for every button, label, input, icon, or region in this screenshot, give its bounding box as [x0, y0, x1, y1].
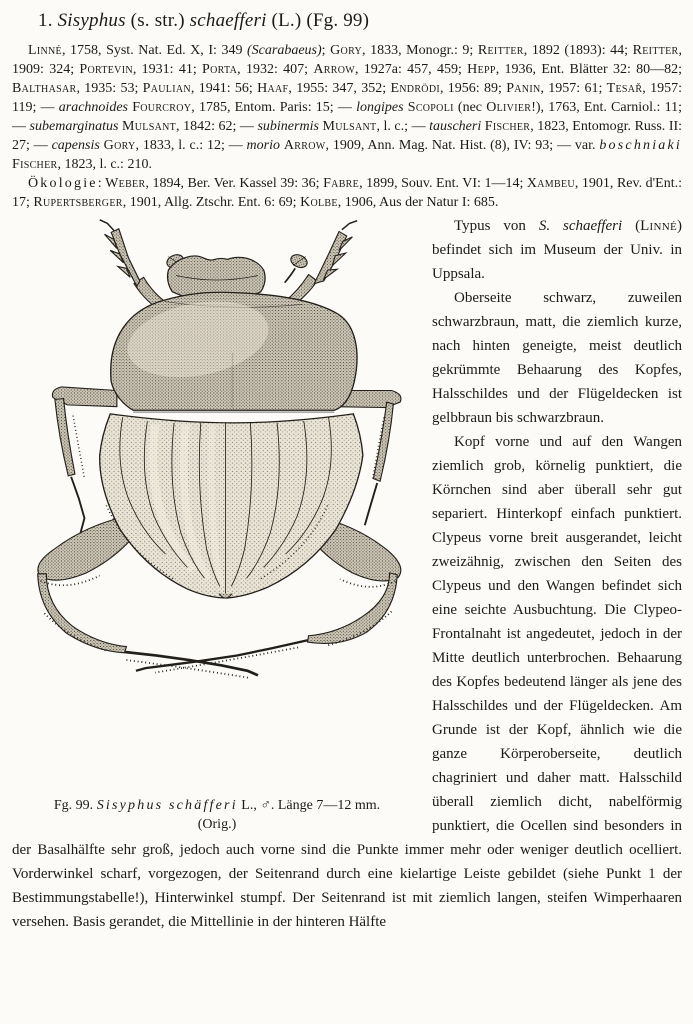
synonymy-paragraph: Linné, 1758, Syst. Nat. Ed. X, I: 349 (Scarabaeus); Gory, 1833, Monogr.: 9; Reitter, 1892 (1893): 44; Reitter, 1909: 324; Portevin, 1931: 41; Porta, 1932: 407; Arrow, 1927a: 457, 459; Hepp, 1936, Ent. Blätter 32: 80—82; Balthasar, 1935: 53; Paulian, 1941: 56; Haaf, 1955: 347, 352; Endrödi, 1956: 89; Panin, 1957: 61; Tesař, 1957: 119; — arachnoides Fourcroy, 1785, Entom. Paris: 15; — longipes Scopoli (nec Olivier!), 1763, Ent. Carniol.: 11; — subemarginatus Mulsant, 1842: 62; — subinermis Mulsant, l. c.; — tauscheri Fischer, 1823, Entomogr. Russ. II: 27; — capensis Gory, 1833, l. c.: 12; — morio Arrow, 1909, Ann. Mag. Nat. Hist. (8), IV: 93; — var. boschniaki Fischer, 1823, l. c.: 210.	[12, 43, 683, 172]
beetle-illustration	[12, 218, 422, 793]
typus-paragraph: Typus von S. schaefferi (Linné) befindet sich im Museum der Univ. in Uppsala.	[432, 218, 682, 282]
figure-caption	[12, 796, 422, 834]
oberseite-paragraph: Oberseite schwarz, zuweilen schwarzbraun, matt, die ziemlich kurze, nach hinten geneigte, meist deutlich gekrümmte Behaarung des Kopfes, Halsschildes und der Flügeldecken ist gelbbraun bis schwarzbraun.	[432, 290, 682, 426]
species-heading: 1. Sisyphus (s. str.) schaefferi (L.) (Fg. 99)	[38, 10, 370, 31]
ecology-paragraph: Ökologie: Weber, 1894, Ber. Ver. Kassel 39: 36; Fabre, 1899, Souv. Ent. VI: 1—14; Xambeu, 1901, Rev. d'Ent.: 17; Rupertsberger, 1901, Allg. Ztschr. Ent. 6: 69; Kolbe, 1906, Aus der Natur I: 685.	[12, 176, 682, 210]
kopf-paragraph: Kopf vorne und auf den Wangen ziemlich grob, körnelig punktiert, die Körnchen sind aber überall sehr gut separiert. Hinterkopf einfach punktiert. Clypeus vorne breit ausgerandet, leicht zweizähnig, zwischen den Seiten des Clypeus und den Wangen befindet sich eine seichte Ausbuchtung. Die Clypeo-Frontalnaht ist angedeutet, jedoch in der Mitte deutlich unterbrochen. Behaarung des Kopfes bedeutend länger als jene des Halsschildes und der Flügeldecken. Am Grunde ist der Kopf, ähnlich wie die ganze Körperoberseite, deutlich chagriniert und daher matt. Halsschild überall ziemlich dicht, nabelförmig punktiert, die Ocellen sind besonders in der Basalhälfte sehr groß, jedoch auch vorne sind die Punkte immer mehr oder weniger deutlich ocelliert. Vorderwinkel scharf, vorgezogen, der Seitenrand durch eine kielartige Leiste gebildet (siehe Punkt 1 der Bestimmungstabelle!), Hinterwinkel stumpf. Der Seitenrand ist mit ziemlich langen, steifen Wimperhaaren versehen. Basis gerandet, die Mittellinie in der hinteren Hälfte	[12, 434, 682, 930]
figure-caption-line2: (Orig.)	[197, 817, 237, 832]
figure-99	[12, 218, 422, 834]
figure-caption-line1: Fg. 99. Sisyphus schäfferi L., ♂. Länge 7—12 mm.	[53, 798, 381, 813]
main-text-block	[12, 214, 682, 934]
beetle-pronotum	[111, 290, 357, 410]
beetle-elytra	[100, 412, 363, 598]
